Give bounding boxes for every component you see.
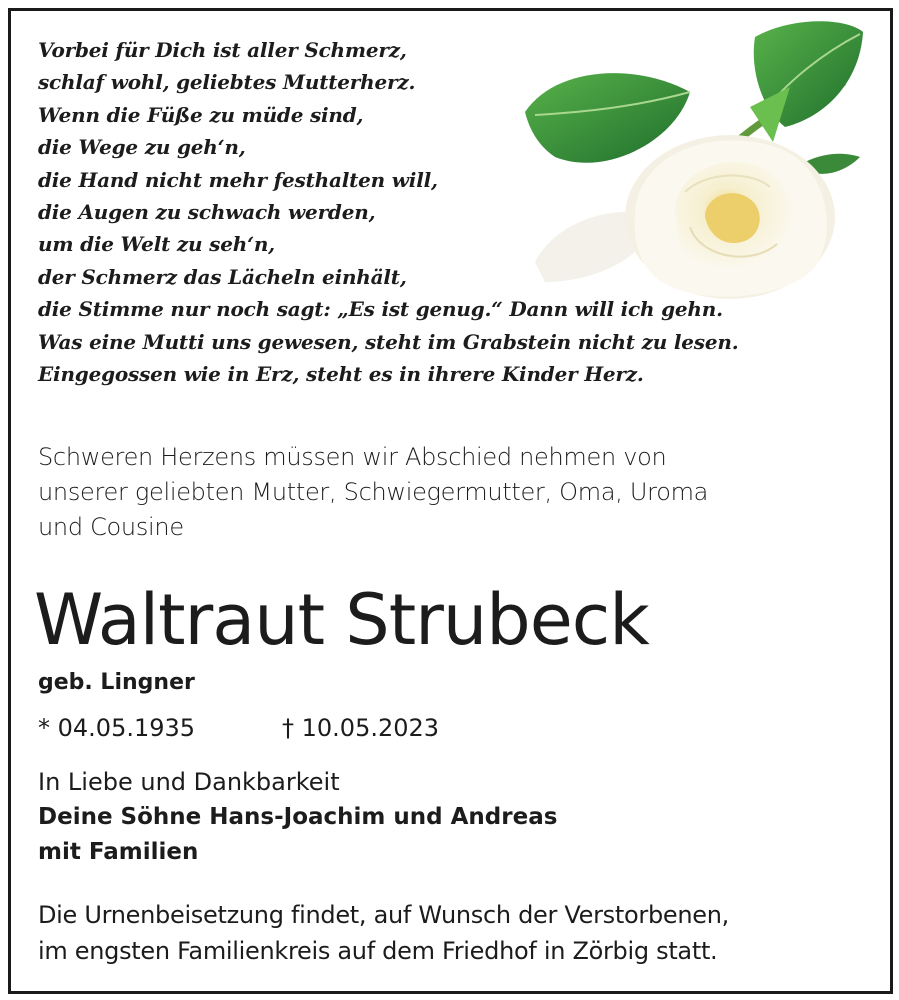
birth-date: * 04.05.1935 [38, 714, 196, 742]
poem-line: Wenn die Füße zu müde sind, [38, 102, 364, 127]
funeral-notice [38, 897, 868, 969]
poem-line: schlaf wohl, geliebtes Mutterherz. [38, 70, 416, 95]
mourners-families: mit Familien [38, 839, 199, 865]
mourners-block [38, 765, 838, 870]
poem-line: Vorbei für Dich ist aller Schmerz, [38, 38, 407, 62]
intro-line: und Cousine [38, 513, 184, 541]
intro-line: unserer geliebten Mutter, Schwiegermutter, Oma, Uroma [38, 478, 709, 506]
poem-line: um die Welt zu seh‘n, [38, 232, 275, 257]
deceased-name: Waltraut Strubeck [34, 579, 649, 661]
intro-text [38, 440, 858, 545]
funeral-line: Die Urnenbeisetzung findet, auf Wunsch der Verstorbenen, [38, 901, 729, 929]
poem-line: Eingegossen wie in Erz, steht es in ihrere Kinder Herz. [38, 362, 644, 387]
intro-line: Schweren Herzens müssen wir Abschied nehmen von [38, 443, 667, 471]
funeral-line: im engsten Familienkreis auf dem Friedhof in Zörbig statt. [38, 937, 718, 965]
mourners-names: Deine Söhne Hans-Joachim und Andreas [38, 804, 558, 830]
poem-line: die Hand nicht mehr festhalten will, [38, 167, 438, 192]
poem-line: der Schmerz das Lächeln einhält, [38, 264, 407, 289]
poem-line: die Augen zu schwach werden, [38, 200, 376, 225]
poem-line: die Wege zu geh‘n, [38, 135, 246, 160]
mourners-intro: In Liebe und Dankbarkeit [38, 768, 340, 796]
poem-line: die Stimme nur noch sagt: „Es ist genug.“ Dann will ich gehn. [38, 297, 723, 322]
poem-line: Was eine Mutti uns gewesen, steht im Grabstein nicht zu lesen. [38, 329, 739, 354]
life-dates [38, 712, 440, 744]
death-date: † 10.05.2023 [282, 714, 440, 742]
memorial-poem [38, 34, 838, 390]
maiden-name: geb. Lingner [38, 670, 195, 695]
